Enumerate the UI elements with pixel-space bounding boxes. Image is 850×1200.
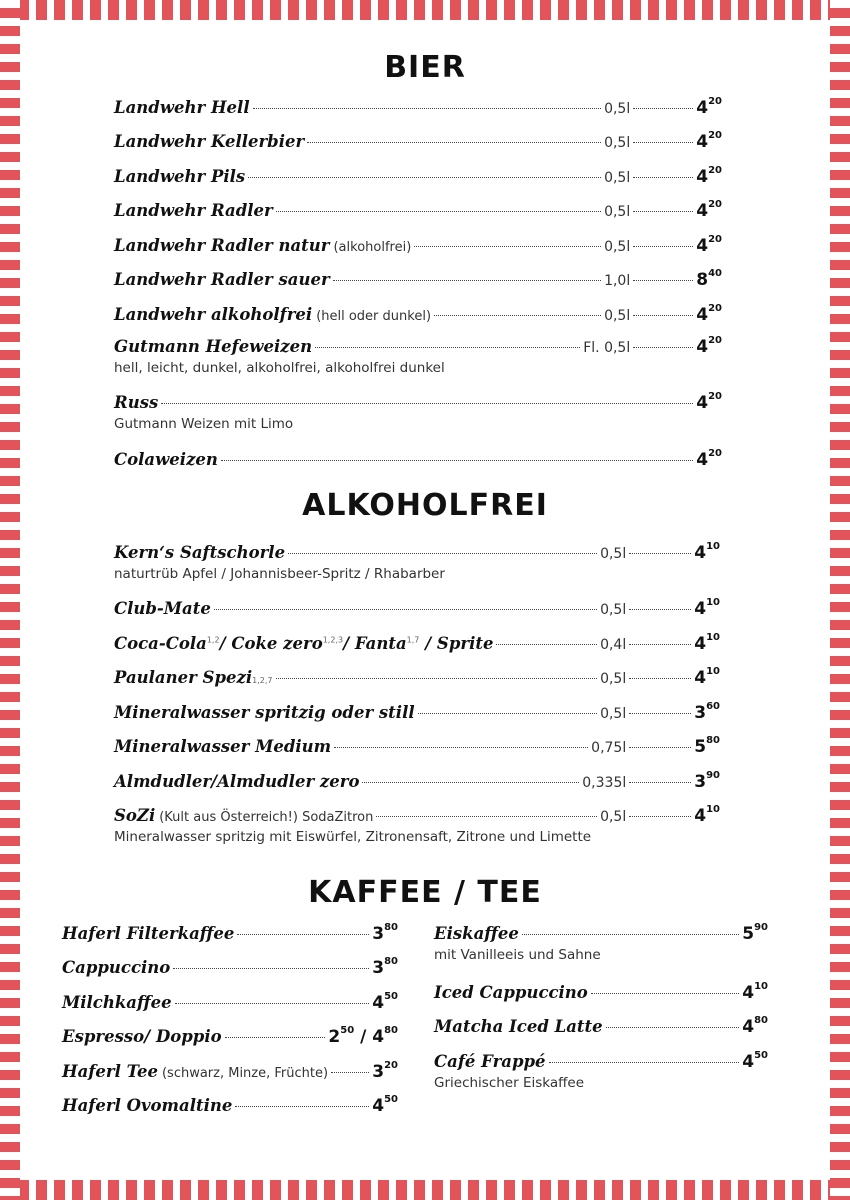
menu-item: [114, 450, 722, 474]
item-volume: 0,4l: [600, 637, 627, 653]
price: [694, 806, 720, 826]
leader-dots: [633, 246, 693, 247]
leader-dots: [214, 609, 597, 610]
leader-dots: [362, 782, 579, 783]
menu-item: [434, 1017, 768, 1041]
menu-item: [62, 924, 398, 948]
leader-dots: [633, 347, 693, 348]
item-name-part: / Fanta: [343, 634, 407, 653]
item-description: Griechischer Eiskaffee: [434, 1075, 585, 1091]
menu-item: [434, 983, 768, 1007]
leader-dots: [629, 644, 691, 645]
price-main: 5: [742, 924, 755, 944]
leader-dots: [237, 934, 369, 935]
price-cents: 10: [754, 981, 768, 993]
leader-dots: [376, 816, 597, 817]
price-cents: 10: [706, 666, 720, 678]
price: [694, 668, 720, 688]
menu-item-line: [114, 393, 722, 413]
menu-item-line: [114, 737, 720, 757]
price-cents: 20: [708, 96, 722, 108]
leader-dots: [549, 1062, 740, 1063]
item-name: Mineralwasser spritzig oder still: [114, 703, 415, 722]
item-name: Landwehr Kellerbier: [114, 132, 305, 151]
price-cents: 40: [708, 268, 722, 280]
menu-item: [114, 236, 722, 260]
menu-item-line: [114, 543, 720, 563]
item-description: hell, leicht, dunkel, alkoholfrei, alkoholfrei dunkel: [114, 360, 445, 376]
price: [694, 703, 720, 723]
item-volume: 0,5l: [604, 239, 631, 255]
leader-dots: [522, 934, 739, 935]
price: [694, 543, 720, 563]
item-volume: 0,5l: [600, 602, 627, 618]
menu-item: [62, 958, 398, 982]
leader-dots: [633, 177, 693, 178]
item-volume: Fl. 0,5l: [583, 340, 631, 356]
menu-item: [114, 634, 720, 658]
menu-item-line: [114, 806, 720, 826]
menu-item: [114, 270, 722, 294]
item-description: Mineralwasser spritzig mit Eiswürfel, Zitronensaft, Zitrone und Limette: [114, 829, 592, 845]
leader-dots: [161, 403, 693, 404]
item-volume: 0,5l: [604, 170, 631, 186]
item-name: Espresso/ Doppio: [62, 1027, 222, 1046]
menu-item-line: [114, 236, 722, 256]
price: [696, 305, 722, 325]
item-name: Paulaner Spezi: [114, 668, 253, 687]
footnote: 1,2: [206, 635, 220, 645]
price-cents: 10: [706, 541, 720, 553]
menu-item: [114, 772, 720, 796]
price-main: 4: [696, 393, 709, 413]
price-main: 3: [694, 703, 707, 723]
leader-dots: [288, 553, 597, 554]
price-main: 2: [328, 1027, 341, 1047]
price-cents: 10: [706, 597, 720, 609]
leader-dots: [414, 246, 601, 247]
item-note: (Kult aus Österreich!) SodaZitron: [159, 810, 374, 825]
menu-item-line: [114, 634, 720, 654]
item-name: Café Frappé: [434, 1052, 546, 1071]
price-main: 3: [694, 772, 707, 792]
price-cents: 50: [754, 1050, 768, 1062]
section-title-alkoholfrei: ALKOHOLFREI: [302, 488, 548, 523]
menu-item-line: [114, 668, 720, 688]
menu-item: [114, 335, 722, 376]
price: [328, 1027, 398, 1047]
item-name: SoZi: [114, 806, 156, 825]
price-main: 4: [696, 201, 709, 221]
price: [696, 270, 722, 290]
menu-item: [114, 804, 720, 845]
section-title-kaffee: KAFFEE / TEE: [308, 875, 542, 910]
price-main: 5: [694, 737, 707, 757]
leader-dots: [629, 553, 691, 554]
price-cents: 90: [706, 770, 720, 782]
menu-item-line: [62, 1096, 398, 1116]
price-main: 4: [696, 132, 709, 152]
menu-item: [434, 922, 768, 963]
item-volume: 0,5l: [600, 706, 627, 722]
price-main: 4: [696, 236, 709, 256]
leader-dots: [629, 782, 691, 783]
price-main: 4: [742, 1017, 755, 1037]
leader-dots: [253, 108, 601, 109]
price-main: 4: [696, 98, 709, 118]
price-main: 4: [372, 1096, 385, 1116]
menu-item-line: [434, 1017, 768, 1037]
item-description: Gutmann Weizen mit Limo: [114, 416, 294, 432]
leader-dots: [591, 993, 739, 994]
item-volume: 0,335l: [582, 775, 627, 791]
menu-item-line: [114, 98, 722, 118]
item-name: Milchkaffee: [62, 993, 172, 1012]
menu-item-line: [62, 1062, 398, 1082]
item-name: Gutmann Hefeweizen: [114, 337, 313, 356]
item-name: Landwehr Radler: [114, 201, 273, 220]
price-cents: 50: [384, 1094, 398, 1106]
item-volume: 0,75l: [591, 740, 627, 756]
menu-item: [434, 1050, 768, 1091]
menu-item: [62, 1096, 398, 1120]
item-name: Matcha Iced Latte: [434, 1017, 603, 1036]
item-name: Landwehr Radler sauer: [114, 270, 330, 289]
price-main: 4: [694, 668, 707, 688]
leader-dots: [633, 211, 693, 212]
menu-item: [114, 132, 722, 156]
leader-dots: [434, 315, 601, 316]
item-name: Russ: [114, 393, 159, 412]
item-description: naturtrüb Apfel / Johannisbeer-Spritz / Rhabarber: [114, 566, 445, 582]
item-name: Colaweizen: [114, 450, 218, 469]
menu-item-line: [114, 337, 722, 357]
price-main: 4: [696, 337, 709, 357]
section-title-bier: BIER: [384, 50, 466, 85]
item-volume: 0,5l: [604, 204, 631, 220]
price-cents: 20: [708, 448, 722, 460]
menu-item-line: [114, 599, 720, 619]
menu-item: [114, 599, 720, 623]
menu-item: [114, 201, 722, 225]
price-main: 4: [694, 806, 707, 826]
border-bottom: [0, 1180, 850, 1200]
price-cents: 80: [384, 956, 398, 968]
leader-dots: [276, 211, 601, 212]
price: [372, 958, 398, 978]
item-name: Haferl Tee: [62, 1062, 158, 1081]
leader-dots: [633, 280, 693, 281]
item-name: Landwehr alkoholfrei: [114, 305, 313, 324]
item-volume: 0,5l: [600, 546, 627, 562]
item-name: Landwehr Hell: [114, 98, 250, 117]
price-cents: 20: [708, 165, 722, 177]
leader-dots: [334, 747, 588, 748]
footnote: 1,2,3: [322, 635, 344, 645]
price-main: 4: [696, 450, 709, 470]
border-top: [0, 0, 850, 20]
price: [696, 393, 722, 413]
item-name: Haferl Ovomaltine: [62, 1096, 233, 1115]
price-cents: 20: [384, 1060, 398, 1072]
price-cents: 20: [708, 130, 722, 142]
price-main: 4: [742, 983, 755, 1003]
menu-item: [114, 668, 720, 692]
item-name-part: Coca-Cola: [114, 634, 207, 653]
menu-item-line: [434, 983, 768, 1003]
border-left: [0, 0, 20, 1200]
leader-dots: [248, 177, 601, 178]
price: [372, 1096, 398, 1116]
price: [694, 737, 720, 757]
menu-item: [114, 703, 720, 727]
menu-item-line: [114, 132, 722, 152]
menu-item-line: [114, 270, 722, 290]
menu-item-line: [434, 924, 768, 944]
item-name: Haferl Filterkaffee: [62, 924, 235, 943]
price-main: 3: [372, 958, 385, 978]
price-cents: 80: [384, 922, 398, 934]
item-name-part: / Sprite: [419, 634, 494, 653]
item-name: Landwehr Radler natur: [114, 236, 330, 255]
item-name: Eiskaffee: [434, 924, 519, 943]
price-cents: 50: [384, 991, 398, 1003]
price: [696, 132, 722, 152]
leader-dots: [225, 1037, 326, 1038]
item-note: (hell oder dunkel): [316, 309, 432, 324]
price-cents: 20: [708, 303, 722, 315]
leader-dots: [633, 142, 693, 143]
price: [742, 1017, 768, 1037]
price: [742, 1052, 768, 1072]
menu-item: [114, 391, 722, 432]
item-description: mit Vanilleeis und Sahne: [434, 947, 601, 963]
menu-item-line: [114, 703, 720, 723]
price: [694, 599, 720, 619]
menu-item-line: [114, 450, 722, 470]
footnote: 1,7: [406, 635, 420, 645]
leader-dots: [235, 1106, 369, 1107]
price: [696, 236, 722, 256]
price: [742, 924, 768, 944]
menu-item-line: [62, 958, 398, 978]
leader-dots: [629, 713, 691, 714]
price-cents: 50: [340, 1025, 355, 1037]
leader-dots: [307, 142, 601, 143]
item-note: (schwarz, Minze, Früchte): [161, 1066, 329, 1081]
item-name: Club-Mate: [114, 599, 211, 618]
price: [696, 167, 722, 187]
leader-dots: [276, 678, 598, 679]
menu-item-line: [62, 993, 398, 1013]
footnote: 1,2,7: [252, 676, 273, 685]
price-cents: 80: [754, 1015, 768, 1027]
item-name: [114, 634, 493, 653]
price: [372, 1062, 398, 1082]
leader-dots: [175, 1003, 370, 1004]
price-cents: 20: [708, 234, 722, 246]
price: [696, 450, 722, 470]
price-main-2: 4: [372, 1027, 385, 1047]
item-name-part: / Coke zero: [219, 634, 323, 653]
border-right: [830, 0, 850, 1200]
item-name: Almdudler/Almdudler zero: [114, 772, 360, 791]
menu-item: [114, 737, 720, 761]
price: [694, 634, 720, 654]
price-main: 4: [742, 1052, 755, 1072]
item-name: Landwehr Pils: [114, 167, 246, 186]
item-name: Iced Cappuccino: [434, 983, 588, 1002]
item-name: Kern‘s Saftschorle: [114, 543, 286, 562]
price-cents: 90: [754, 922, 768, 934]
price-cents-2: 80: [384, 1025, 398, 1037]
item-volume: 0,5l: [604, 135, 631, 151]
leader-dots: [629, 816, 691, 817]
menu-item-line: [62, 924, 398, 944]
leader-dots: [629, 678, 691, 679]
menu-item: [114, 541, 720, 582]
price: [742, 983, 768, 1003]
price-main: 3: [372, 1062, 385, 1082]
leader-dots: [633, 108, 693, 109]
price-separator: /: [354, 1027, 373, 1047]
menu-item: [62, 993, 398, 1017]
price-cents: 20: [708, 335, 722, 347]
price-main: 4: [694, 599, 707, 619]
price-cents: 60: [706, 701, 720, 713]
price-main: 4: [696, 167, 709, 187]
item-volume: 0,5l: [600, 809, 627, 825]
menu-item-line: [114, 305, 722, 325]
price-main: 3: [372, 924, 385, 944]
item-volume: 1,0l: [604, 273, 631, 289]
price-cents: 80: [706, 735, 720, 747]
leader-dots: [496, 644, 597, 645]
price-main: 4: [694, 543, 707, 563]
menu-item-line: [434, 1052, 768, 1072]
menu-item: [62, 1027, 398, 1051]
price-main: 4: [372, 993, 385, 1013]
leader-dots: [629, 609, 691, 610]
item-name: Mineralwasser Medium: [114, 737, 332, 756]
leader-dots: [606, 1027, 740, 1028]
menu-item-line: [114, 772, 720, 792]
price-main: 4: [694, 634, 707, 654]
price: [696, 201, 722, 221]
leader-dots: [173, 968, 369, 969]
item-volume: 0,5l: [600, 671, 627, 687]
leader-dots: [633, 315, 693, 316]
item-note: (alkoholfrei): [333, 240, 412, 255]
leader-dots: [333, 280, 601, 281]
price-main: 8: [696, 270, 709, 290]
menu-item: [62, 1062, 398, 1086]
price: [372, 993, 398, 1013]
price: [696, 98, 722, 118]
leader-dots: [331, 1072, 369, 1073]
leader-dots: [418, 713, 597, 714]
menu-item-line: [62, 1027, 398, 1047]
price-cents: 20: [708, 391, 722, 403]
price: [694, 772, 720, 792]
menu-item-line: [114, 201, 722, 221]
menu-item: [114, 98, 722, 122]
price-cents: 20: [708, 199, 722, 211]
price: [372, 924, 398, 944]
leader-dots: [221, 460, 693, 461]
menu-item: [114, 305, 722, 329]
menu-item: [114, 167, 722, 191]
menu-item-line: [114, 167, 722, 187]
leader-dots: [629, 747, 691, 748]
item-volume: 0,5l: [604, 101, 631, 117]
price-cents: 10: [706, 632, 720, 644]
leader-dots: [315, 347, 580, 348]
price-cents: 10: [706, 804, 720, 816]
item-volume: 0,5l: [604, 308, 631, 324]
price: [696, 337, 722, 357]
item-name: Cappuccino: [62, 958, 171, 977]
price-main: 4: [696, 305, 709, 325]
